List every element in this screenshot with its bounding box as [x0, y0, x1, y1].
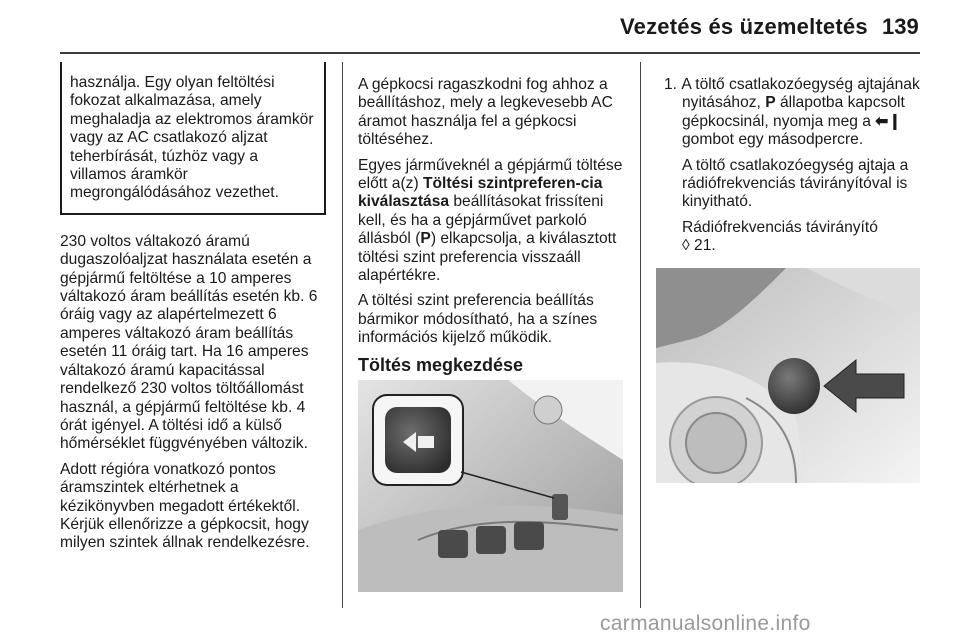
paragraph: [358, 157, 628, 286]
column-divider: [640, 62, 641, 608]
text-run: gombot egy másodpercre.: [682, 131, 864, 149]
column-2: [358, 76, 628, 388]
section-heading: Töltés megkezdése: [358, 354, 524, 375]
step-number: 1.: [664, 76, 678, 93]
column-divider: [342, 62, 343, 608]
text-run: állapotba kapcsolt gépkocsinál, nyomja meg a: [682, 94, 905, 130]
text-run: beállításokat frissíteni kell, és ha a gépjárművet parkoló állásból (: [358, 193, 604, 248]
column-3: [664, 76, 926, 263]
page-number: 139: [882, 14, 919, 39]
setting-name: Töltési szintpreferen-cia kiválasztása: [358, 175, 603, 211]
warning-text: használja. Egy olyan feltöltési fokozat alkalmazása, amely meghaladja az elektromos áramkör vagy az AC csatlakozó aljzat teherbírását, túzhöz vagy a villamos áramkör megrongálódásához vezethet.: [70, 74, 314, 202]
charge-port-figure: [656, 268, 920, 483]
paragraph: A töltő csatlakozóegység ajtaja a rádiófrekvenciás távirányítóval is kinyitható.: [682, 156, 909, 211]
charge-port-illustration: [656, 268, 920, 483]
door-panel-illustration: [358, 380, 623, 592]
paragraph: A töltési szint preferencia beállítás bármikor módosítható, ha a színes információs kijelző működik.: [358, 292, 598, 347]
header-rule: [60, 52, 920, 54]
column-1: [60, 62, 326, 560]
page-title: Vezetés és üzemeltetés: [620, 14, 868, 39]
gear-p-label: P: [765, 94, 776, 112]
step-item: [664, 76, 926, 150]
gear-p-label: P: [420, 230, 431, 248]
door-panel-figure: [358, 380, 623, 592]
paragraph: A gépkocsi ragaszkodni fog ahhoz a beállításhoz, mely a legkevesebb AC áramot használja fel a gépkocsi töltéséhez.: [358, 76, 613, 149]
cross-reference: ◊ 21.: [682, 237, 716, 255]
charge-door-icon: ⬅❙: [875, 112, 902, 130]
paragraph: Rádiófrekvenciás távirányító: [682, 218, 878, 236]
text-run: A töltő csatlakozóegység ajtajának nyitásához,: [681, 76, 920, 112]
warning-box: [60, 62, 326, 215]
paragraph: Adott régióra vonatkozó pontos áramszintek eltérhetnek a kézikönyvben megadott értékektől. Kérjük ellenőrizze a gépkocsit, hogy milyen szintek állnak rendelkezésre.: [60, 460, 310, 552]
text-run: Egyes járműveknél a gépjármű töltése előtt a(z): [358, 156, 623, 193]
watermark: carmanualsonline.info: [600, 612, 811, 635]
paragraph: 230 voltos váltakozó áramú dugaszolóaljzat használata esetén a gépjármű feltöltése a 10 amperes váltakozó áram beállítás esetén kb. 6 óráig vagy az alapértelmezett 6 amperes váltakozó áram beállítás esetén 11 óráig tart. Ha 16 amperes váltakozó áramú kapacitással rendelkező 230 voltos töltőállomást használ, a gépjármű feltöltése kb. 4 órát igényel. A töltési idő a külső hőmérséklet függvényében változik.: [60, 232, 318, 453]
text-run: ) elkapcsolja, a kiválasztott töltési szint preferencia visszaáll alapértékre.: [358, 230, 617, 285]
